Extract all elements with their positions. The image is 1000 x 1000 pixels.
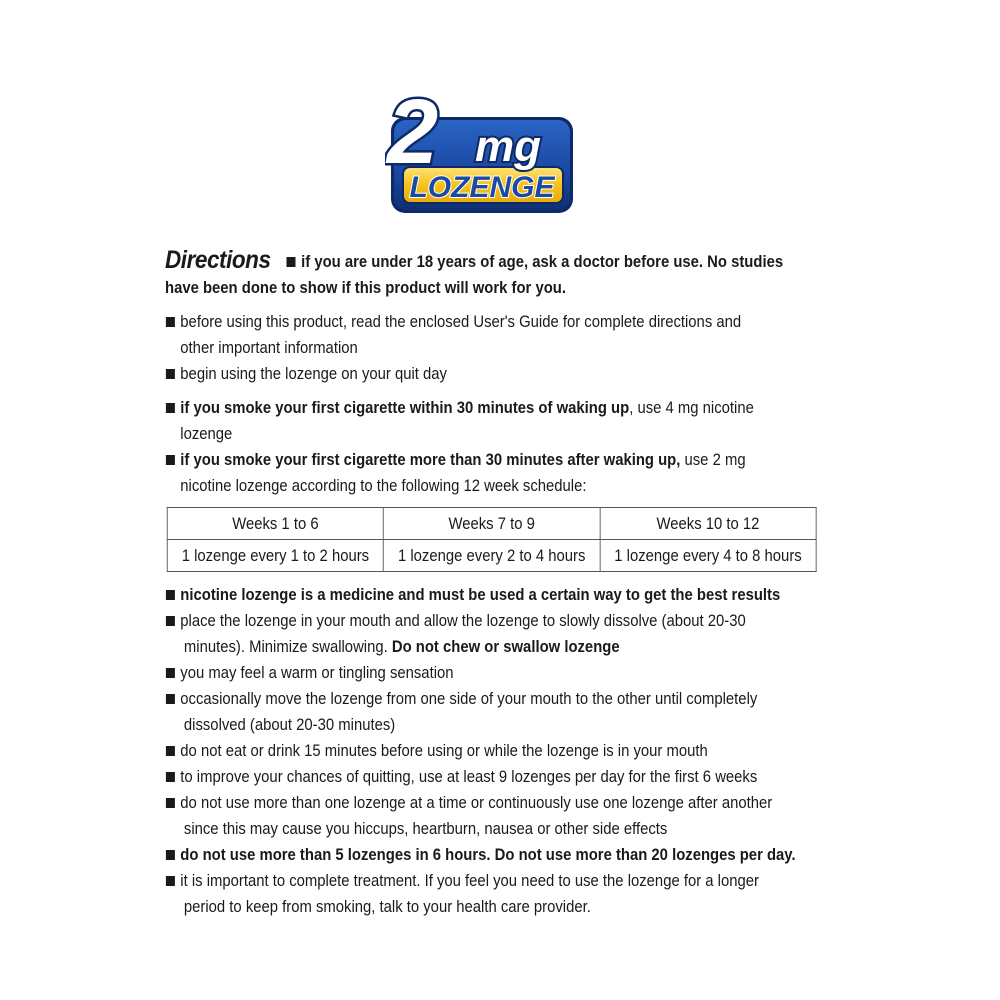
bullet-square-icon xyxy=(166,876,175,886)
table-cell: 1 lozenge every 2 to 4 hours xyxy=(384,540,600,572)
list-item: do not use more than 5 lozenges in 6 hours. Do not use more than 20 lozenges per day. xyxy=(165,842,813,868)
list-item: you may feel a warm or tingling sensation xyxy=(165,660,813,686)
table-cell: 1 lozenge every 4 to 8 hours xyxy=(600,540,816,572)
directions-section xyxy=(165,246,813,920)
directions-heading: Directions xyxy=(165,246,271,274)
bullet-square-icon xyxy=(166,772,175,782)
age-warning: if you are under 18 years of age, ask a doctor before use. No studies have been done to show if this product will work for you. xyxy=(165,253,784,297)
bullet-square-icon xyxy=(166,616,175,626)
bullet-square-icon xyxy=(166,369,175,379)
table-cell: 1 lozenge every 1 to 2 hours xyxy=(167,540,383,572)
logo-unit: mg xyxy=(475,122,541,171)
table-header: Weeks 1 to 6 xyxy=(167,508,383,540)
2mg-lozenge-logo xyxy=(385,85,579,217)
bullet-square-icon xyxy=(166,668,175,678)
list-item: before using this product, read the enclosed User's Guide for complete directions and other important information xyxy=(165,309,813,361)
table-header: Weeks 10 to 12 xyxy=(600,508,816,540)
list-item: if you smoke your first cigarette within 30 minutes of waking up, use 4 mg nicotine lozenge xyxy=(165,395,813,447)
bullet-square-icon xyxy=(166,590,175,600)
table-header-row xyxy=(167,508,816,540)
list-item: begin using the lozenge on your quit day xyxy=(165,361,813,387)
directions-intro xyxy=(165,246,813,301)
logo-dose: 2 xyxy=(387,85,439,183)
bullet-square-icon xyxy=(166,403,175,413)
list-item: do not use more than one lozenge at a time or continuously use one lozenge after another since this may cause you hiccups, heartburn, nausea or other side effects xyxy=(165,790,813,842)
list-item: occasionally move the lozenge from one side of your mouth to the other until completely dissolved (about 20-30 minutes) xyxy=(165,686,813,738)
list-item: place the lozenge in your mouth and allow the lozenge to slowly dissolve (about 20-30 minutes). Minimize swallowing. Do not chew or swallow lozenge xyxy=(165,608,813,660)
schedule-table xyxy=(167,507,817,572)
list-item: to improve your chances of quitting, use at least 9 lozenges per day for the first 6 weeks xyxy=(165,764,813,790)
bullet-square-icon xyxy=(166,317,175,327)
table-header: Weeks 7 to 9 xyxy=(384,508,600,540)
bullet-square-icon xyxy=(166,798,175,808)
list-item: nicotine lozenge is a medicine and must be used a certain way to get the best results xyxy=(165,582,813,608)
bullet-square-icon xyxy=(166,455,175,465)
table-row xyxy=(167,540,816,572)
list-item: do not eat or drink 15 minutes before using or while the lozenge is in your mouth xyxy=(165,738,813,764)
logo-form: LOZENGE xyxy=(409,171,555,204)
list-item: it is important to complete treatment. If you feel you need to use the lozenge for a longer period to keep from smoking, talk to your health care provider. xyxy=(165,868,813,920)
bullet-square-icon xyxy=(287,257,296,267)
bullet-square-icon xyxy=(166,694,175,704)
bullet-square-icon xyxy=(166,850,175,860)
list-item: if you smoke your first cigarette more than 30 minutes after waking up, use 2 mg nicotine lozenge according to the following 12 week schedule: xyxy=(165,447,813,499)
bullet-square-icon xyxy=(166,746,175,756)
